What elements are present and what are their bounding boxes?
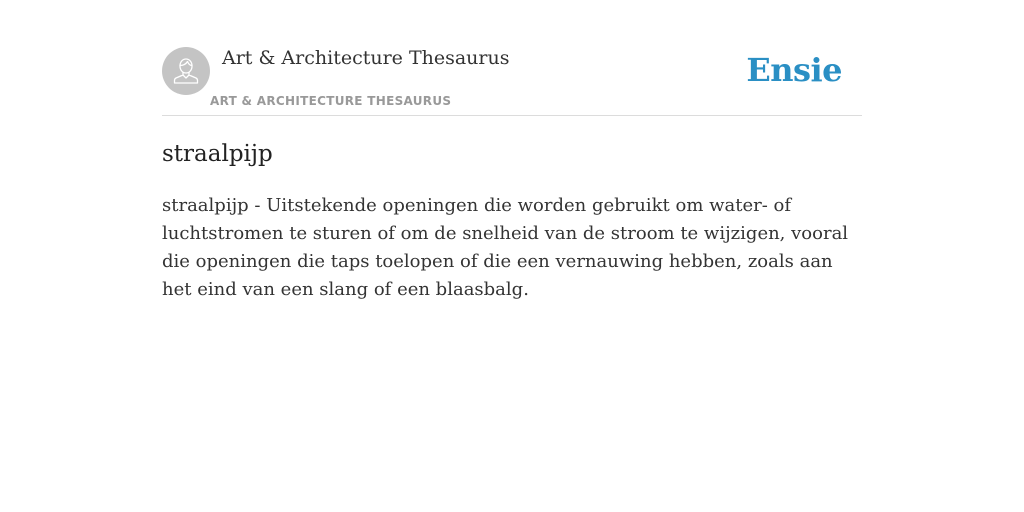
author-subtitle: ART & ARCHITECTURE THESAURUS xyxy=(210,94,452,108)
header xyxy=(162,0,862,116)
brand-logo[interactable]: Ensie xyxy=(746,51,842,89)
avatar[interactable] xyxy=(162,47,210,95)
entry-term: straalpijp xyxy=(162,141,273,167)
author-name[interactable]: Art & Architecture Thesaurus xyxy=(222,47,510,69)
content-container xyxy=(162,0,862,300)
user-outline-icon xyxy=(170,55,202,87)
entry-definition: straalpijp - Uitstekende openingen die worden gebruikt om water- of luchtstromen te sturen of om de snelheid van de stroom te wijzigen, vooral die openingen die taps toelopen of die een vernauwing hebben, zoals aan het eind van een slang of een blaasbalg. xyxy=(162,195,849,300)
